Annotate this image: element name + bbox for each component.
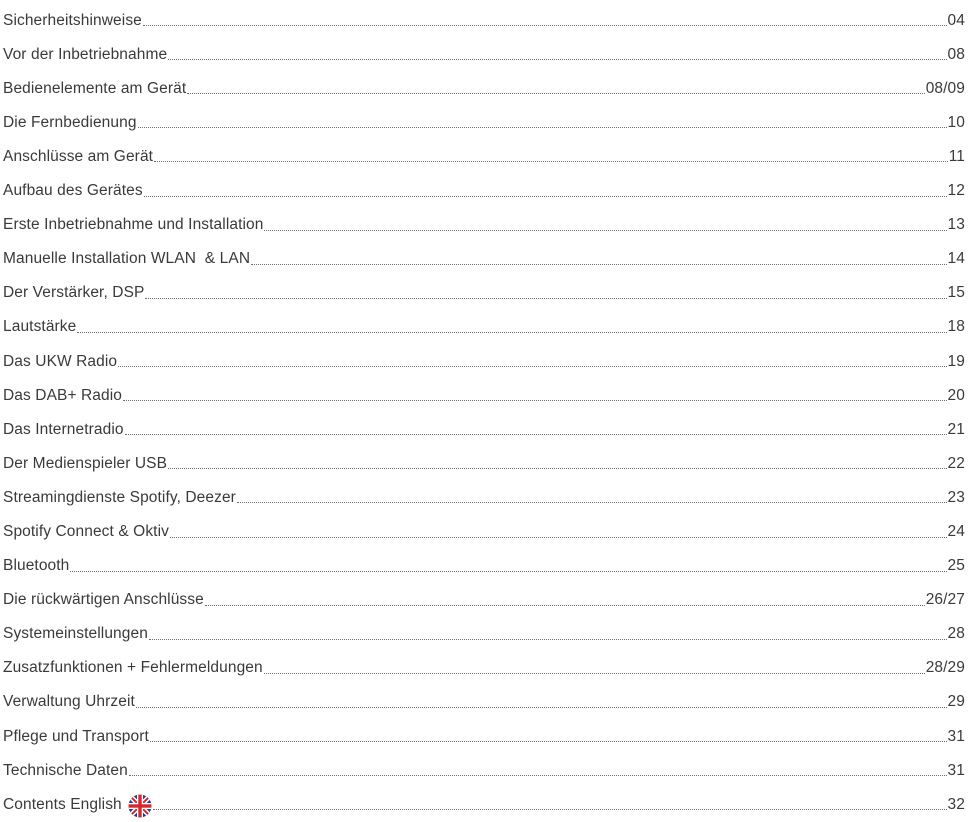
toc-entry-title: Lautstärke: [3, 318, 77, 336]
toc-entry-title: Das DAB+ Radio: [3, 386, 122, 404]
toc-entry-title: Sicherheitshinweise: [3, 11, 142, 29]
toc-page-number: 12: [947, 182, 965, 200]
toc-row-1[interactable]: [3, 2, 965, 36]
toc-page-number: 08/09: [925, 79, 965, 97]
toc-entry-title: Die rückwärtigen Anschlüsse: [3, 591, 204, 609]
toc-row-6[interactable]: [3, 172, 965, 206]
toc-row-3[interactable]: [3, 70, 965, 104]
toc-entry-title: Das UKW Radio: [3, 352, 118, 370]
dot-leader: [251, 264, 946, 265]
toc-entry-title: Contents English: [3, 795, 122, 813]
toc-entry-title: Streamingdienste Spotify, Deezer: [3, 488, 236, 506]
toc-entry-title: Systemeinstellungen: [3, 625, 148, 643]
toc-row-5[interactable]: [3, 138, 965, 172]
toc-row-14[interactable]: [3, 445, 965, 479]
dot-leader: [70, 571, 946, 572]
uk-flag-icon: [128, 794, 152, 818]
toc-row-17[interactable]: [3, 548, 965, 582]
toc-page-number: 11: [948, 147, 965, 165]
toc-entry-title: Verwaltung Uhrzeit: [3, 693, 135, 711]
dot-leader: [144, 196, 947, 197]
dot-leader: [237, 502, 947, 503]
toc-entry-title: Der Verstärker, DSP: [3, 284, 145, 302]
toc-page-number: 10: [947, 113, 965, 131]
toc-page-number: 15: [947, 284, 965, 302]
toc-row-22[interactable]: [3, 718, 965, 752]
toc-row-24[interactable]: [3, 786, 965, 820]
toc-entry-title: Bluetooth: [3, 557, 70, 575]
dot-leader: [187, 93, 924, 94]
toc-page-number: 23: [947, 488, 965, 506]
dot-leader: [168, 59, 946, 60]
toc-entry-title: Die Fernbedienung: [3, 113, 137, 131]
toc-page-number: 31: [947, 727, 965, 745]
toc-page-number: 08: [947, 45, 965, 63]
dot-leader: [129, 775, 947, 776]
toc-entry-title: Bedienelemente am Gerät: [3, 79, 187, 97]
toc-entry-title: Erste Inbetriebnahme und Installation: [3, 216, 264, 234]
toc-row-2[interactable]: [3, 36, 965, 70]
toc-entry-title-with-icon: [3, 794, 152, 812]
toc-page-number: 04: [947, 11, 965, 29]
toc-page-number: 28: [947, 625, 965, 643]
toc-entry-title: Vor der Inbetriebnahme: [3, 45, 168, 63]
toc-row-19[interactable]: [3, 616, 965, 650]
toc-entry-title: Aufbau des Gerätes: [3, 182, 143, 200]
toc-row-12[interactable]: [3, 377, 965, 411]
dot-leader: [136, 707, 947, 708]
toc-page-number: 13: [947, 216, 965, 234]
toc-page-number: 24: [947, 523, 965, 540]
dot-leader: [149, 639, 947, 640]
toc-row-13[interactable]: [3, 411, 965, 445]
toc-page-number: 31: [947, 761, 965, 779]
toc-entry-title: Pflege und Transport: [3, 727, 149, 745]
toc-page-number: 21: [947, 420, 965, 438]
dot-leader: [123, 400, 947, 401]
toc-entry-title: Der Medienspieler USB: [3, 454, 168, 472]
toc-row-9[interactable]: [3, 275, 965, 309]
toc-row-11[interactable]: [3, 343, 965, 377]
toc-row-20[interactable]: [3, 650, 965, 684]
toc-entry-title: Technische Daten: [3, 761, 128, 779]
dot-leader: [153, 809, 947, 810]
dot-leader: [125, 434, 947, 435]
toc-row-23[interactable]: [3, 752, 965, 786]
table-of-contents: [3, 2, 965, 820]
toc-page-number: 19: [947, 352, 965, 370]
dot-leader: [170, 537, 947, 538]
dot-leader: [150, 741, 947, 742]
toc-entry-title: Spotify Connect & Oktiv: [3, 523, 169, 540]
toc-page-number: 26/27: [925, 591, 965, 609]
toc-row-4[interactable]: [3, 104, 965, 138]
toc-page-number: 20: [947, 386, 965, 404]
toc-row-10[interactable]: [3, 309, 965, 343]
dot-leader: [145, 298, 946, 299]
toc-row-7[interactable]: [3, 207, 965, 241]
dot-leader: [264, 673, 925, 674]
toc-page-number: 22: [947, 454, 965, 472]
toc-row-18[interactable]: [3, 582, 965, 616]
toc-row-15[interactable]: [3, 479, 965, 513]
toc-row-8[interactable]: [3, 241, 965, 275]
toc-page-number: 18: [947, 318, 965, 336]
toc-page-number: 14: [947, 250, 965, 268]
dot-leader: [143, 25, 947, 26]
dot-leader: [205, 605, 925, 606]
toc-entry-title: Zusatzfunktionen + Fehlermeldungen: [3, 659, 263, 677]
toc-entry-title: Manuelle Installation WLAN & LAN: [3, 250, 251, 268]
dot-leader: [168, 468, 946, 469]
toc-entry-title: Das Internetradio: [3, 420, 124, 438]
toc-row-16[interactable]: [3, 513, 965, 547]
dot-leader: [138, 127, 947, 128]
toc-page-number: 25: [947, 557, 965, 575]
dot-leader: [154, 161, 948, 162]
dot-leader: [77, 332, 946, 333]
toc-entry-title: Anschlüsse am Gerät: [3, 147, 154, 165]
dot-leader: [118, 366, 946, 367]
toc-row-21[interactable]: [3, 684, 965, 718]
toc-page-number: 28/29: [925, 659, 965, 677]
toc-page-number: 32: [947, 795, 965, 813]
dot-leader: [264, 230, 946, 231]
toc-page-number: 29: [947, 693, 965, 711]
